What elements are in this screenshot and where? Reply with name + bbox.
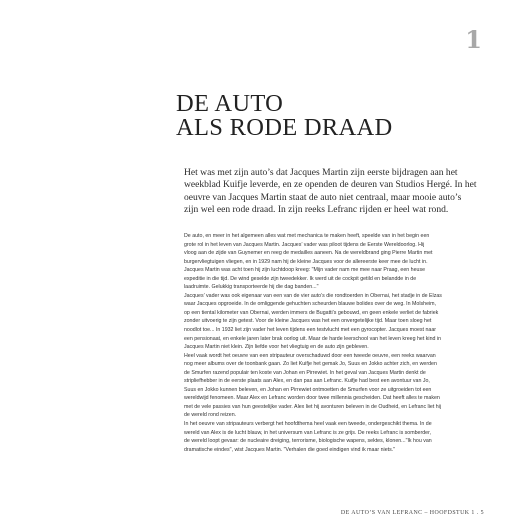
intro-paragraph	[184, 167, 486, 217]
body-line: Jacques’ vader was ook eigenaar van een van de vier auto’s die rondtoerden in Obernai, het stadje in de Elzas	[184, 292, 442, 299]
page-footer: DE AUTO’S VAN LEFRANC – HOOFDSTUK 1 . 5	[340, 510, 484, 516]
body-line: de Smurfen razend populair ten koste van Johan en Pirrewiet. In het geval van Jacques Martin denkt de	[184, 369, 426, 376]
body-line: expeditie in die tijd. De wind geselde zijn tweedekker. Ik werd uit de cockpit getild en belandde in de	[184, 275, 417, 282]
body-line: waar Jacques opgroeide. In de omliggende gehuchten scheurden blauwe bolides over de weg. In Molsheim,	[184, 301, 437, 308]
chapter-number: 1	[465, 25, 482, 54]
intro-line: oeuvre van Jacques Martin staat de auto niet centraal, maar mooie auto’s	[184, 191, 462, 203]
body-line: Suus en Jokko kunnen beleven, en Johan en Pirrewiet ontmoetten de Smurfen voor ze uitgroeiden tot een	[184, 386, 432, 393]
body-line: De auto, en meer in het algemeen alles wat met mechanica te maken heeft, speelde van in het begin een	[184, 233, 430, 239]
body-line: op een tiental kilometer van Obernai, werden immers de Bugatti’s gebouwd, en geen enkele verliet de fabriek	[184, 309, 439, 316]
body-line: grote rol in het leven van Jacques Martin. Jacques’ vader was piloot tijdens de Eerste Wereldoorlog. Hij	[184, 241, 425, 248]
body-line: vloog aan de zijde van Guynemer en reeg de medailles aaneen. Na de wereldbrand ging Pierre Martin met	[184, 250, 433, 257]
body-line: wereldwijd fenomeen. Maar Alex en Lefranc worden door twee millennia gescheiden. Dat heeft alles te maken	[184, 395, 440, 402]
body-text	[184, 232, 486, 454]
body-line: dramatische eindes", wist Jacques Martin. "Verhalen die goed eindigen vind ik maar niets."	[184, 446, 396, 453]
body-line: Jacques Martin was acht toen hij zijn luchtdoop kreeg: "Mijn vader nam me mee naar Praag, een heuse	[184, 267, 426, 274]
body-line: zonder uitvoerig te zijn getest. Voor de kleine Jacques was het een onvergetelijke tijd. Maar toen sloeg het	[184, 318, 432, 325]
body-line: de wereld rond reizen.	[184, 412, 237, 419]
body-line: stripliefhebber in de eerste plaats aan Alex, en dan pas aan Lefranc. Kuifje had best een avontuur van Jo,	[184, 378, 430, 385]
body-line: met de vele passies van hun geestelijke vader. Alex liet hij avonturen beleven in de Oudheid, en Lefranc liet hij	[184, 403, 442, 410]
chapter-title	[176, 92, 393, 140]
body-line: burgervliegtuigen vliegen, en in 1929 nam hij de kleine Jacques voor de allereerste keer mee de lucht in.	[184, 258, 428, 265]
intro-line: Het was met zijn auto’s dat Jacques Martin zijn eerste bijdragen aan het	[184, 167, 458, 178]
intro-line: zijn wel een rode draad. In zijn reeks Lefranc rijden er heel wat rond.	[184, 204, 449, 216]
chapter-title-line: ALS RODE DRAAD	[176, 114, 393, 141]
body-line: Heel vaak wordt het oeuvre van een stripauteur overschaduwd door een tweede oeuvre, een reeks waarvan	[184, 352, 436, 359]
body-line: wereld van Alex is de lucht blauw, in het universum van Lefranc is ze grijs. De reeks Lefranc is somberder,	[184, 429, 432, 436]
intro-line: weekblad Kuifje leverde, en ze openden de deuren van Studios Hergé. In het	[184, 179, 477, 191]
body-line: noodlot toe... In 1932 liet zijn vader het leven tijdens een testvlucht met een gyrocopter. Jacques moest naar	[184, 327, 437, 334]
chapter-title-line: DE AUTO	[176, 90, 284, 117]
body-line: In het oeuvre van stripauteurs verbergt het hoofdthema heel vaak een tweede, ondergeschikt thema. In de	[184, 421, 432, 428]
body-line: de wereld loopt gevaar: de nucleaire dreiging, terrorisme, biologische wapens, sektes, klonen..."Ik hou van	[184, 438, 432, 445]
body-line: een pensionaat, en enkele jaren later brak oorlog uit. Maar de harde leerschool van het leven kreeg het kind in	[184, 335, 442, 342]
body-line: Jacques Martin niet klein. Zijn liefde voor het vliegtuig en de auto zijn gebleven.	[184, 344, 369, 351]
body-line: nog meer albums over de toonbank gaan. Zo liet Kuifje het gemak Jo, Suus en Jokko achter zich, en werden	[184, 361, 437, 368]
body-line: laadruimte. Gelukkig transporteerde hij die dag banden..."	[184, 284, 319, 291]
